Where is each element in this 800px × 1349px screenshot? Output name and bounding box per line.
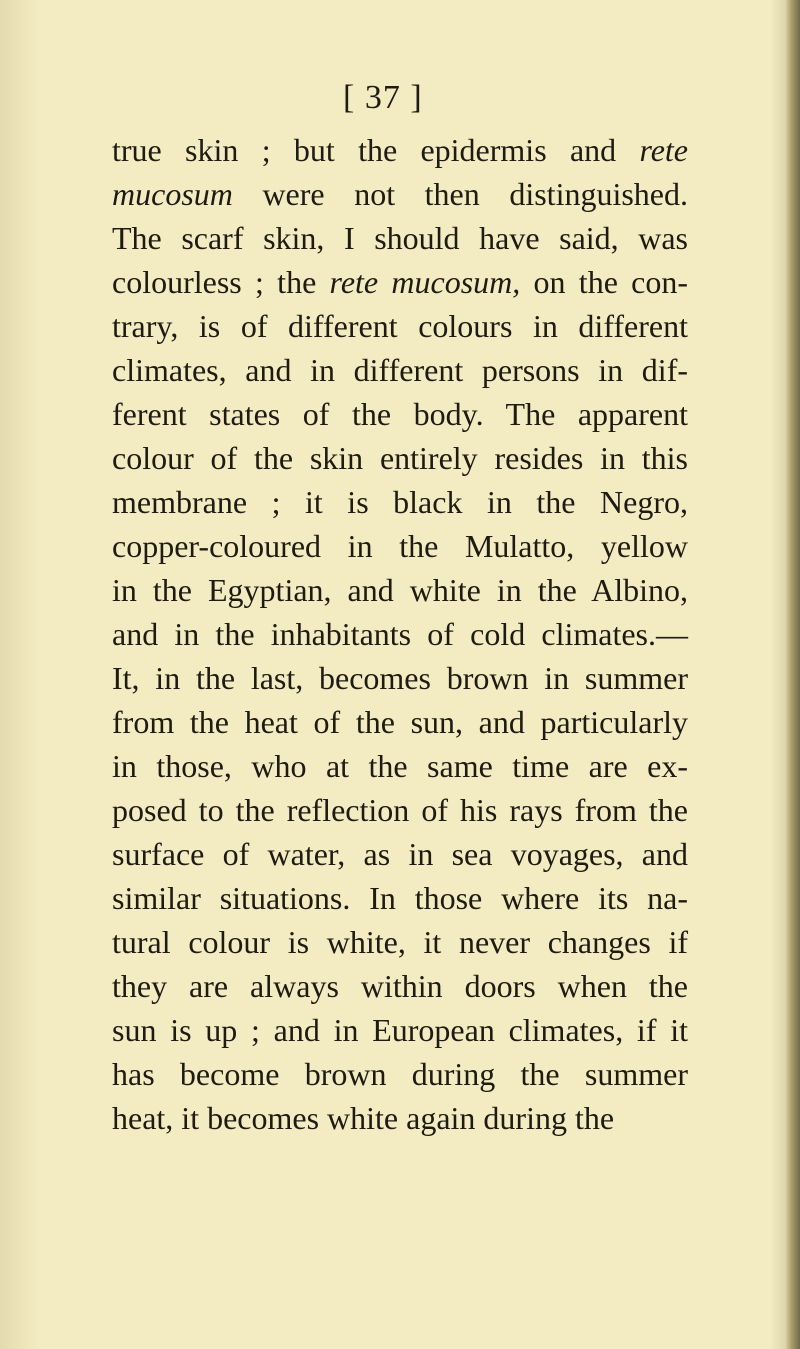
- text-line: [112, 832, 688, 876]
- text-segment: heat, it becomes white again during the: [112, 1100, 615, 1136]
- text-segment: posed to the reflection of his rays from the: [112, 792, 688, 828]
- text-segment: climates, and in different persons in dif-: [112, 352, 688, 388]
- text-line: [112, 788, 688, 832]
- text-segment: in the Egyptian, and white in the Albino,: [112, 572, 688, 608]
- text-segment: were not then distinguished.: [232, 176, 688, 212]
- text-line: [112, 876, 688, 920]
- body-text: [112, 128, 688, 1140]
- text-segment: copper-coloured in the Mulatto, yellow: [112, 528, 688, 564]
- text-segment: The scarf skin, I should have said, was: [112, 220, 688, 256]
- text-segment: similar situations. In those where its na-: [112, 880, 688, 916]
- text-line: [112, 612, 688, 656]
- text-segment: ferent states of the body. The apparent: [112, 396, 688, 432]
- text-segment: sun is up ; and in European climates, if it: [112, 1012, 688, 1048]
- text-line: [112, 172, 688, 216]
- text-line: [112, 436, 688, 480]
- text-line: [112, 216, 688, 260]
- text-segment: It, in the last, becomes brown in summer: [112, 660, 688, 696]
- text-segment: they are always within doors when the: [112, 968, 688, 1004]
- text-line: [112, 744, 688, 788]
- text-line: [112, 656, 688, 700]
- text-line: [112, 700, 688, 744]
- text-segment: in those, who at the same time are ex-: [112, 748, 688, 784]
- italic-term: rete: [639, 132, 688, 168]
- italic-term: mucosum: [112, 176, 233, 212]
- text-segment: from the heat of the sun, and particularly: [112, 704, 688, 740]
- text-line: [112, 348, 688, 392]
- text-segment: membrane ; it is black in the Negro,: [112, 484, 688, 520]
- text-line: [112, 1008, 688, 1052]
- text-segment: on the con-: [520, 264, 689, 300]
- text-line: [112, 304, 688, 348]
- text-segment: colourless ; the: [112, 264, 330, 300]
- page-number: [ 37 ]: [343, 79, 423, 116]
- text-line: [112, 260, 688, 304]
- text-segment: trary, is of different colours in different: [112, 308, 688, 344]
- text-segment: colour of the skin entirely resides in this: [112, 440, 688, 476]
- text-line: [112, 1052, 688, 1096]
- text-line: [112, 568, 688, 612]
- text-line: [112, 524, 688, 568]
- text-segment: and in the inhabitants of cold climates.—: [112, 616, 688, 652]
- text-line: [112, 392, 688, 436]
- text-line: [112, 480, 688, 524]
- page-edge-shadow: [786, 0, 800, 1349]
- text-line: [112, 920, 688, 964]
- text-line: [112, 1096, 688, 1140]
- text-line: [112, 128, 688, 172]
- italic-term: rete mucosum,: [329, 264, 521, 300]
- text-segment: tural colour is white, it never changes if: [112, 924, 688, 960]
- text-segment: has become brown during the summer: [112, 1056, 688, 1092]
- text-segment: surface of water, as in sea voyages, and: [112, 836, 688, 872]
- text-segment: true skin ; but the epidermis and: [112, 132, 640, 168]
- text-line: [112, 964, 688, 1008]
